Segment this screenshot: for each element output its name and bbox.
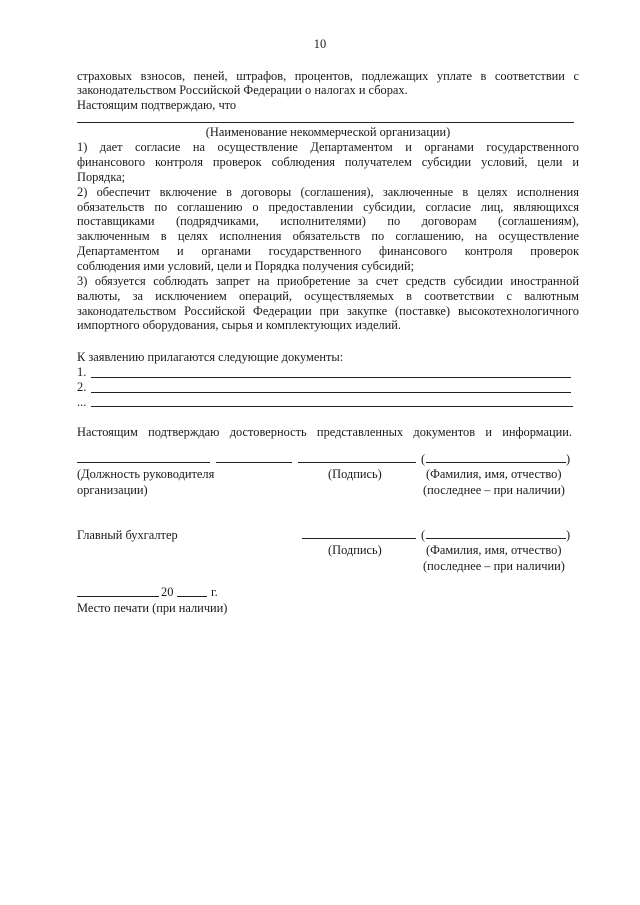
head-name-caption-1: (Фамилия, имя, отчество) [426, 467, 562, 481]
head-extra-field[interactable] [216, 462, 292, 463]
accountant-name-field[interactable] [426, 538, 566, 539]
document-item-2-number: 2. [77, 380, 87, 394]
item1-line-2: финансового контроля проверок соблюдения получателем субсидии условий, цели и [77, 155, 579, 169]
head-name-caption-2: (последнее – при наличии) [423, 483, 565, 497]
item3-line-4: импортного оборудования, сырья и комплектующих изделий. [77, 318, 401, 332]
date-year-suffix: г. [211, 585, 218, 599]
item3-line-1: 3) обязуется соблюдать запрет на приобретение за счет средств субсидии иностранной [77, 274, 579, 288]
item2-line-4: заключенным в целях исполнения обязательств по соглашению, на осуществление [77, 229, 579, 243]
document-item-more: ... [77, 395, 87, 409]
item2-line-2: обязательств по соглашению о предоставлении субсидии, согласие лиц, являющихся [77, 200, 579, 214]
intro-line-1: страховых взносов, пеней, штрафов, процентов, подлежащих уплате в соответствии с [77, 69, 579, 83]
accountant-signature-caption: (Подпись) [328, 543, 382, 557]
accountant-name-caption-2: (последнее – при наличии) [423, 559, 565, 573]
item3-line-3: законодательством Российской Федерации при закупке (поставке) высокотехнологичного [77, 304, 579, 318]
head-signature-caption: (Подпись) [328, 467, 382, 481]
date-year-prefix: 20 [161, 585, 174, 599]
accountant-name-open-paren: ( [421, 528, 426, 542]
documents-heading: К заявлению прилагаются следующие документы: [77, 350, 344, 364]
accountant-role: Главный бухгалтер [77, 528, 178, 542]
head-name-open-paren: ( [421, 452, 426, 466]
accountant-name-caption-1: (Фамилия, имя, отчество) [426, 543, 562, 557]
accountant-signature-field[interactable] [302, 538, 416, 539]
head-position-field[interactable] [77, 462, 210, 463]
item2-line-1: 2) обеспечит включение в договоры (соглашения), заключенные в целях исполнения [77, 185, 579, 199]
document-item-1-field[interactable] [91, 377, 571, 378]
authenticity-statement: Настоящим подтверждаю достоверность представленных документов и информации. [77, 425, 572, 439]
page-number: 10 [313, 37, 327, 51]
date-day-month-field[interactable] [77, 596, 159, 597]
item1-line-3: Порядка; [77, 170, 126, 184]
item2-line-5: Департаментом и органами государственного финансового контроля проверок [77, 244, 579, 258]
confirm-statement: Настоящим подтверждаю, что [77, 98, 237, 112]
date-year-field[interactable] [177, 596, 207, 597]
document-item-2-field[interactable] [91, 392, 571, 393]
document-item-1-number: 1. [77, 365, 87, 379]
head-name-field[interactable] [426, 462, 566, 463]
document-item-more-field[interactable] [91, 406, 573, 407]
accountant-name-close-paren: ) [566, 528, 571, 542]
head-role-caption-2: организации) [77, 483, 148, 497]
head-role-caption-1: (Должность руководителя [77, 467, 215, 481]
item2-line-3: поставщиками (подрядчиками, исполнителями) по договорам (соглашениям), [77, 214, 579, 228]
item2-line-6: соблюдения ими условий, цели и Порядка получения субсидий; [77, 259, 415, 273]
org-name-caption: (Наименование некоммерческой организации) [205, 125, 451, 139]
org-name-line [77, 122, 574, 123]
head-name-close-paren: ) [566, 452, 571, 466]
stamp-place: Место печати (при наличии) [77, 601, 228, 615]
item3-line-2: валюты, за исключением операций, осуществляемых в соответствии с валютным [77, 289, 579, 303]
item1-line-1: 1) дает согласие на осуществление Департаментом и органами государственного [77, 140, 579, 154]
head-signature-field[interactable] [298, 462, 416, 463]
intro-line-2: законодательством Российской Федерации о налогах и сборах. [77, 83, 408, 97]
